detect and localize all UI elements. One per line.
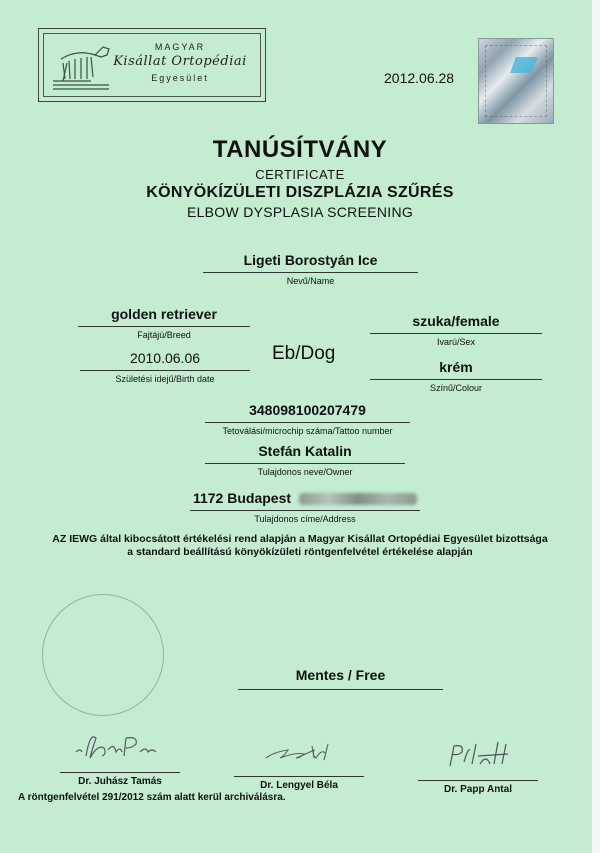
field-birth-date — [80, 350, 250, 385]
breed-value: golden retriever — [111, 306, 217, 322]
sex-label: Ivarú/Sex — [436, 337, 476, 347]
sex-value: szuka/female — [412, 313, 500, 329]
address-value — [190, 490, 420, 506]
hologram-sticker — [478, 38, 554, 124]
certificate-title: TANÚSÍTVÁNY — [212, 136, 388, 163]
signature-line-3 — [418, 780, 538, 781]
breed-label: Fajtájú/Breed — [137, 330, 191, 340]
field-breed — [78, 306, 250, 341]
colour-value: krém — [439, 359, 473, 375]
result-value: Mentes / Free — [295, 667, 386, 683]
address-underline — [190, 510, 420, 511]
signature-line-2 — [234, 776, 364, 777]
colour-underline — [370, 379, 542, 380]
screening-heading-en: ELBOW DYSPLASIA SCREENING — [186, 204, 414, 220]
logo-text-line3: Egyesület — [151, 73, 209, 83]
field-microchip — [205, 402, 410, 437]
result-underline — [238, 689, 443, 690]
microchip-value: 348098100207479 — [249, 402, 366, 418]
logo-text-line1: MAGYAR — [154, 42, 206, 52]
signer-name-3: Dr. Papp Antal — [444, 784, 512, 795]
address-label: Tulajdonos címe/Address — [254, 514, 356, 524]
owner-value: Stefán Katalin — [258, 443, 352, 459]
archive-note: A röntgenfelvétel 291/2012 szám alatt kerül archiválásra. — [18, 792, 286, 803]
birth-date-underline — [80, 370, 250, 371]
issue-date: 2012.06.28 — [384, 70, 455, 86]
birth-date-label: Születési idejű/Birth date — [115, 374, 215, 384]
address-text: 1172 Budapest — [192, 490, 292, 506]
field-colour — [370, 359, 542, 394]
signature-block-3 — [418, 738, 538, 795]
statement-line1: AZ IEWG által kibocsátott értékelési rend alapján a Magyar Kisállat Ortopédiai Egyesület bizottsága — [52, 533, 548, 545]
colour-label: Színű/Colour — [429, 383, 483, 393]
breed-underline — [78, 326, 250, 327]
name-underline — [203, 272, 418, 273]
microchip-label: Tetoválási/microchip száma/Tattoo number — [222, 426, 393, 436]
hologram-pattern — [485, 45, 547, 117]
sex-underline — [370, 333, 542, 334]
field-address — [190, 490, 420, 525]
signer-name-2: Dr. Lengyel Béla — [260, 780, 338, 791]
signature-juhasz — [70, 726, 170, 764]
evaluation-statement — [40, 533, 560, 559]
signature-block-2 — [234, 732, 364, 791]
species: Eb/Dog — [272, 343, 336, 364]
signature-papp — [428, 738, 528, 772]
field-owner — [205, 443, 405, 478]
field-sex — [370, 313, 542, 348]
official-stamp — [42, 594, 164, 716]
screening-heading-hu: KÖNYÖKÍZÜLETI DISZPLÁZIA SZŰRÉS — [146, 184, 454, 201]
signature-line-1 — [60, 772, 180, 773]
certificate-subtitle: CERTIFICATE — [255, 167, 345, 182]
name-value: Ligeti Borostyán Ice — [243, 252, 378, 268]
signature-lengyel — [244, 732, 354, 768]
page-edge — [591, 0, 600, 853]
birth-date-value: 2010.06.06 — [129, 350, 201, 366]
association-logo — [38, 28, 266, 102]
address-redacted — [299, 493, 417, 505]
signer-name-1: Dr. Juhász Tamás — [78, 776, 162, 787]
statement-line2: a standard beállítású könyökízületi röntgenfelvétel értékelése alapján — [127, 546, 473, 558]
owner-underline — [205, 463, 405, 464]
signature-block-1 — [60, 726, 180, 787]
field-name — [203, 252, 418, 287]
logo-text-line2: Kisállat Ortopédiai — [113, 54, 247, 69]
owner-label: Tulajdonos neve/Owner — [257, 467, 353, 477]
microchip-underline — [205, 422, 410, 423]
field-result — [238, 667, 443, 690]
name-label: Nevű/Name — [286, 276, 335, 286]
